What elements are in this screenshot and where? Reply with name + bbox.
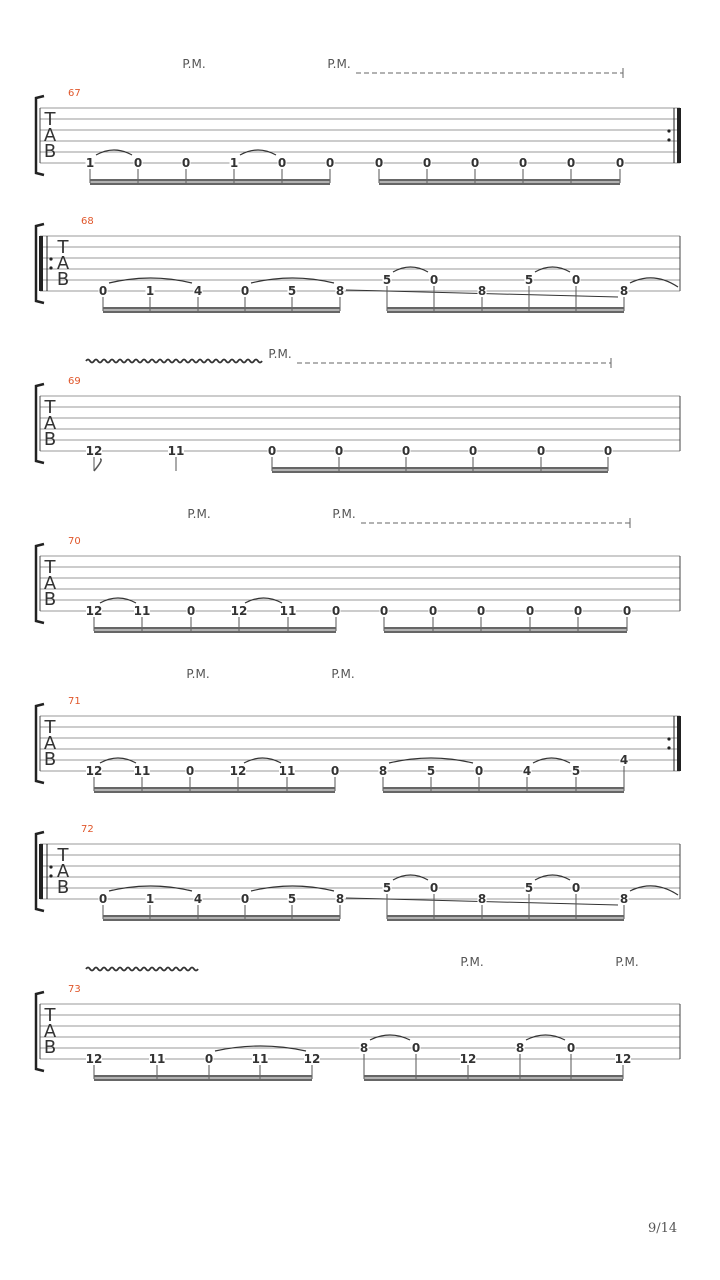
note-flag bbox=[94, 459, 101, 471]
fret-number: 0 bbox=[518, 156, 528, 170]
repeat-end-thick bbox=[677, 716, 681, 771]
tab-clef-letter: A bbox=[43, 413, 57, 434]
system-71 bbox=[36, 667, 681, 793]
fret-number: 0 bbox=[267, 444, 277, 458]
beam-secondary bbox=[384, 631, 627, 634]
fret-number: 4 bbox=[522, 764, 532, 778]
repeat-dot bbox=[667, 138, 670, 141]
tab-clef-letter: B bbox=[43, 1037, 57, 1058]
fret-number: 0 bbox=[468, 444, 478, 458]
palm-mute-label: P.M. bbox=[332, 507, 356, 521]
fret-number: 5 bbox=[287, 892, 297, 906]
fret-number: 0 bbox=[470, 156, 480, 170]
fret-number: 0 bbox=[566, 1041, 576, 1055]
system-70 bbox=[36, 507, 680, 633]
beam-secondary bbox=[103, 311, 340, 314]
palm-mute-label: P.M. bbox=[615, 955, 639, 969]
tab-clef-letter: B bbox=[43, 429, 57, 450]
fret-number: 0 bbox=[240, 892, 250, 906]
tab-clef-letter: B bbox=[56, 877, 70, 898]
fret-number: 11 bbox=[278, 764, 296, 778]
repeat-dot bbox=[49, 874, 52, 877]
fret-number: 12 bbox=[85, 1052, 103, 1066]
fret-number: 11 bbox=[279, 604, 297, 618]
fret-number: 0 bbox=[185, 764, 195, 778]
tab-clef-letter: T bbox=[44, 717, 56, 738]
system-67 bbox=[36, 57, 681, 185]
beam-primary bbox=[103, 307, 340, 310]
palm-mute-label: P.M. bbox=[187, 507, 211, 521]
fret-number: 8 bbox=[335, 284, 345, 298]
tab-clef-letter: A bbox=[43, 733, 57, 754]
fret-number: 5 bbox=[524, 881, 534, 895]
fret-number: 12 bbox=[303, 1052, 321, 1066]
tab-clef-letter: A bbox=[56, 861, 70, 882]
page-number: 9/14 bbox=[648, 1221, 678, 1236]
fret-number: 8 bbox=[335, 892, 345, 906]
fret-number: 0 bbox=[573, 604, 583, 618]
beam-primary bbox=[379, 179, 620, 182]
fret-number: 11 bbox=[133, 764, 151, 778]
fret-number: 0 bbox=[429, 881, 439, 895]
fret-number: 8 bbox=[477, 892, 487, 906]
fret-number: 12 bbox=[85, 604, 103, 618]
fret-number: 5 bbox=[426, 764, 436, 778]
tab-clef-letter: A bbox=[43, 1021, 57, 1042]
fret-number: 0 bbox=[181, 156, 191, 170]
fret-number: 0 bbox=[133, 156, 143, 170]
fret-number: 0 bbox=[536, 444, 546, 458]
tab-clef-letter: A bbox=[56, 253, 70, 274]
fret-number: 0 bbox=[566, 156, 576, 170]
fret-number: 12 bbox=[230, 604, 248, 618]
tab-clef-letter: A bbox=[43, 125, 57, 146]
fret-number: 0 bbox=[401, 444, 411, 458]
palm-mute-label: P.M. bbox=[182, 57, 206, 71]
fret-number: 0 bbox=[325, 156, 335, 170]
fret-number: 0 bbox=[411, 1041, 421, 1055]
tab-clef-letter: T bbox=[57, 845, 69, 866]
fret-number: 0 bbox=[186, 604, 196, 618]
fret-number: 0 bbox=[525, 604, 535, 618]
beam-primary bbox=[94, 627, 336, 630]
fret-number: 0 bbox=[571, 881, 581, 895]
beam-secondary bbox=[90, 183, 330, 186]
fret-number: 5 bbox=[287, 284, 297, 298]
fret-number: 11 bbox=[148, 1052, 166, 1066]
repeat-dot bbox=[667, 737, 670, 740]
fret-number: 0 bbox=[603, 444, 613, 458]
fret-number: 11 bbox=[251, 1052, 269, 1066]
beam-primary bbox=[383, 787, 624, 790]
tab-clef-letter: T bbox=[57, 237, 69, 258]
measure-number: 70 bbox=[68, 536, 81, 547]
system-72 bbox=[36, 824, 680, 921]
fret-number: 0 bbox=[277, 156, 287, 170]
palm-mute-label: P.M. bbox=[186, 667, 210, 681]
fret-number: 12 bbox=[85, 764, 103, 778]
fret-number: 12 bbox=[229, 764, 247, 778]
fret-number: 5 bbox=[524, 273, 534, 287]
fret-number: 1 bbox=[145, 892, 155, 906]
fret-number: 12 bbox=[459, 1052, 477, 1066]
beam-secondary bbox=[103, 919, 340, 922]
fret-number: 0 bbox=[428, 604, 438, 618]
fret-number: 8 bbox=[477, 284, 487, 298]
tab-clef-letter: T bbox=[44, 1005, 56, 1026]
fret-number: 11 bbox=[167, 444, 185, 458]
fret-number: 5 bbox=[382, 881, 392, 895]
measure-number: 69 bbox=[68, 376, 81, 387]
tab-clef-letter: T bbox=[44, 557, 56, 578]
beam-primary bbox=[94, 787, 335, 790]
fret-number: 8 bbox=[619, 892, 629, 906]
beam-primary bbox=[94, 1075, 312, 1078]
vibrato-line bbox=[86, 360, 262, 363]
fret-number: 12 bbox=[85, 444, 103, 458]
measure-number: 71 bbox=[68, 696, 81, 707]
tie-arc-out bbox=[630, 886, 678, 895]
repeat-start-thick bbox=[39, 236, 43, 291]
measure-number: 67 bbox=[68, 88, 81, 99]
tab-clef-letter: A bbox=[43, 573, 57, 594]
system-68 bbox=[36, 216, 680, 313]
fret-number: 8 bbox=[378, 764, 388, 778]
fret-number: 8 bbox=[359, 1041, 369, 1055]
fret-number: 1 bbox=[85, 156, 95, 170]
beam-primary bbox=[103, 915, 340, 918]
beam-primary bbox=[387, 307, 624, 310]
fret-number: 1 bbox=[145, 284, 155, 298]
vibrato-line bbox=[86, 968, 198, 971]
fret-number: 8 bbox=[515, 1041, 525, 1055]
repeat-dot bbox=[667, 746, 670, 749]
beam-secondary bbox=[387, 311, 624, 314]
fret-number: 0 bbox=[98, 284, 108, 298]
repeat-end-thick bbox=[677, 108, 681, 163]
palm-mute-label: P.M. bbox=[331, 667, 355, 681]
fret-number: 0 bbox=[331, 604, 341, 618]
fret-number: 4 bbox=[193, 284, 203, 298]
fret-number: 0 bbox=[98, 892, 108, 906]
beam-secondary bbox=[387, 919, 624, 922]
beam-secondary bbox=[383, 791, 624, 794]
repeat-start-thick bbox=[39, 844, 43, 899]
beam-primary bbox=[387, 915, 624, 918]
fret-number: 0 bbox=[330, 764, 340, 778]
tie-arc-out bbox=[630, 278, 678, 287]
fret-number: 4 bbox=[193, 892, 203, 906]
fret-number: 0 bbox=[622, 604, 632, 618]
beam-secondary bbox=[94, 631, 336, 634]
fret-number: 4 bbox=[619, 753, 629, 767]
fret-number: 0 bbox=[334, 444, 344, 458]
beam-secondary bbox=[94, 791, 335, 794]
measure-number: 68 bbox=[81, 216, 94, 227]
tab-clef-letter: B bbox=[43, 589, 57, 610]
tab-clef-letter: T bbox=[44, 397, 56, 418]
tab-clef-letter: T bbox=[44, 109, 56, 130]
tab-clef-letter: B bbox=[43, 141, 57, 162]
repeat-dot bbox=[49, 865, 52, 868]
beam-primary bbox=[384, 627, 627, 630]
repeat-dot bbox=[49, 257, 52, 260]
tab-clef-letter: B bbox=[43, 749, 57, 770]
beam-secondary bbox=[94, 1079, 312, 1082]
palm-mute-label: P.M. bbox=[268, 347, 292, 361]
beam-secondary bbox=[379, 183, 620, 186]
beam-secondary bbox=[364, 1079, 623, 1082]
beam-primary bbox=[364, 1075, 623, 1078]
fret-number: 0 bbox=[204, 1052, 214, 1066]
measure-number: 73 bbox=[68, 984, 81, 995]
beam-primary bbox=[90, 179, 330, 182]
fret-number: 0 bbox=[379, 604, 389, 618]
repeat-dot bbox=[49, 266, 52, 269]
fret-number: 0 bbox=[429, 273, 439, 287]
system-73 bbox=[36, 955, 680, 1081]
fret-number: 0 bbox=[476, 604, 486, 618]
fret-number: 8 bbox=[619, 284, 629, 298]
fret-number: 0 bbox=[422, 156, 432, 170]
palm-mute-label: P.M. bbox=[460, 955, 484, 969]
palm-mute-label: P.M. bbox=[327, 57, 351, 71]
fret-number: 0 bbox=[240, 284, 250, 298]
beam-primary bbox=[272, 467, 608, 470]
fret-number: 0 bbox=[571, 273, 581, 287]
fret-number: 0 bbox=[474, 764, 484, 778]
beam-secondary bbox=[272, 471, 608, 474]
measure-number: 72 bbox=[81, 824, 94, 835]
fret-number: 0 bbox=[374, 156, 384, 170]
tab-clef-letter: B bbox=[56, 269, 70, 290]
fret-number: 11 bbox=[133, 604, 151, 618]
fret-number: 5 bbox=[382, 273, 392, 287]
fret-number: 5 bbox=[571, 764, 581, 778]
repeat-dot bbox=[667, 129, 670, 132]
fret-number: 0 bbox=[615, 156, 625, 170]
system-69 bbox=[36, 347, 680, 473]
fret-number: 1 bbox=[229, 156, 239, 170]
fret-number: 12 bbox=[614, 1052, 632, 1066]
